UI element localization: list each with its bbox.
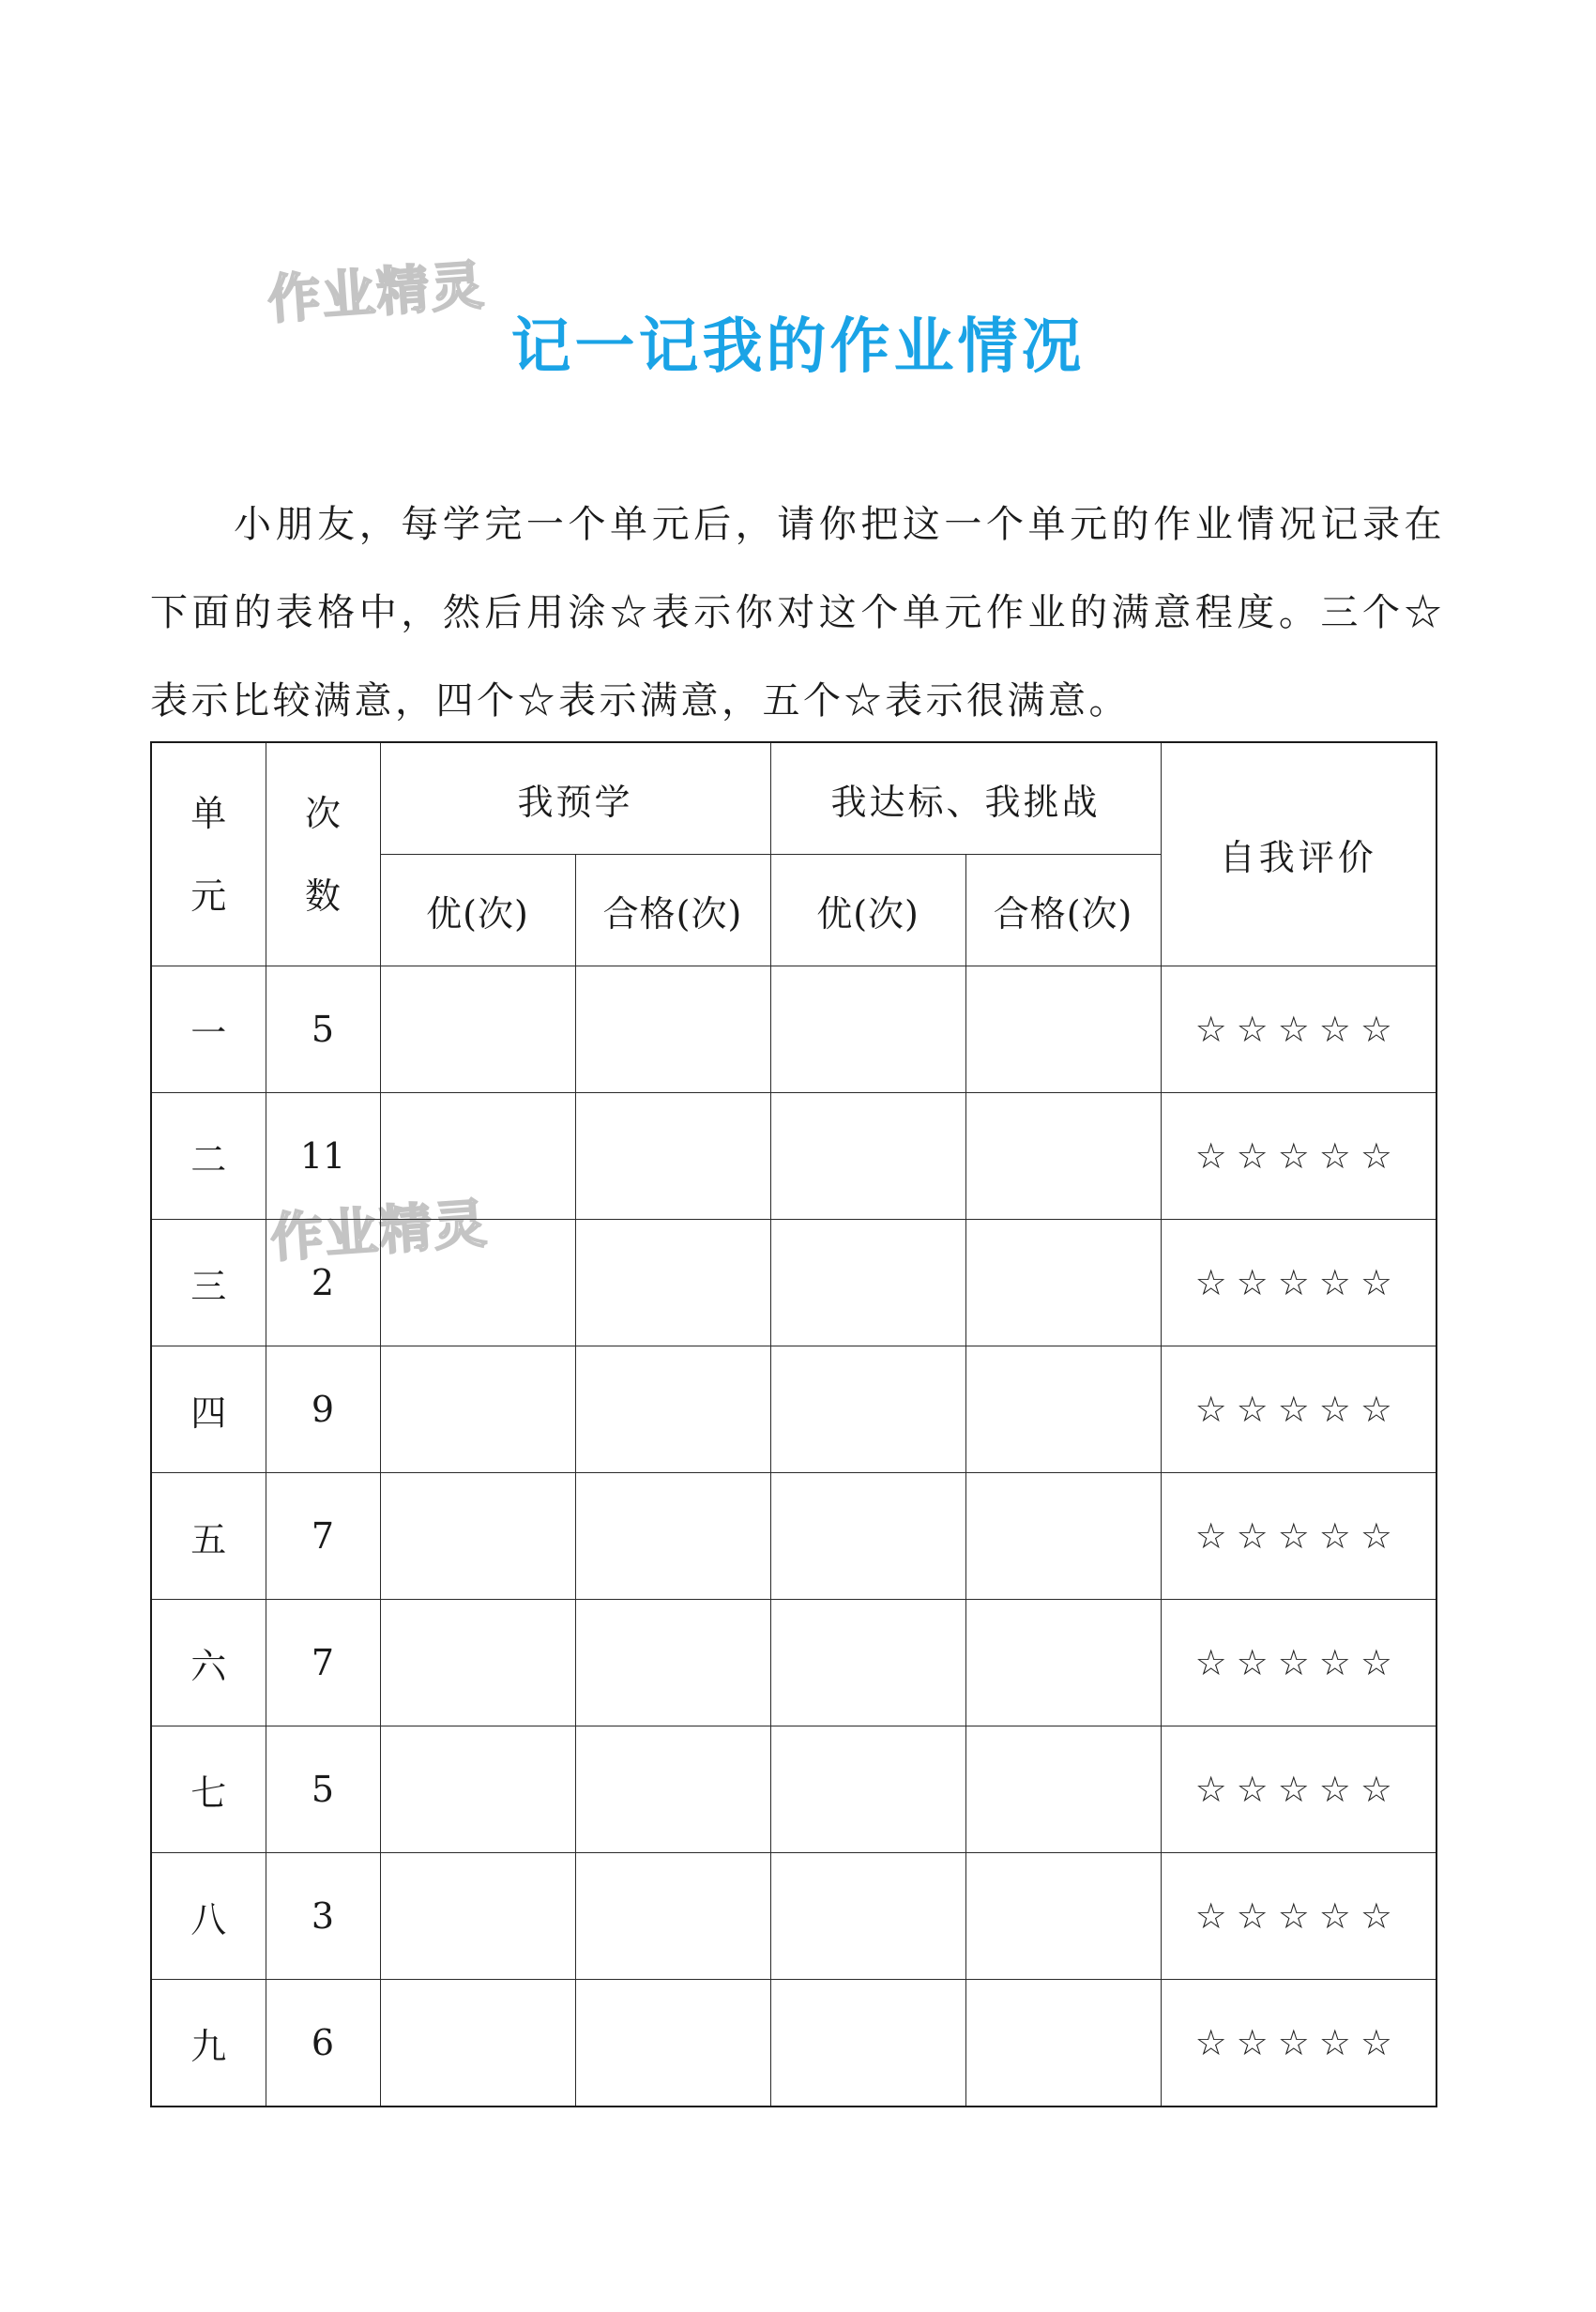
table-row [151,1220,1436,1346]
challenge-pass-cell[interactable] [965,1853,1161,1980]
header-count [266,742,380,966]
preview-excellent-cell[interactable] [380,1093,575,1220]
header-preview: 我预学 [380,742,770,855]
header-challenge-excellent: 优(次) [770,855,965,966]
challenge-excellent-cell[interactable] [770,966,965,1093]
unit-cell: 八 [151,1853,266,1980]
preview-pass-cell[interactable] [575,1346,770,1473]
count-cell: 2 [266,1220,380,1346]
star-rating[interactable]: ☆☆☆☆☆ [1161,1346,1436,1473]
watermark-middle: 作业精灵 [268,1193,491,1270]
header-preview-pass: 合格(次) [575,855,770,966]
challenge-pass-cell[interactable] [965,966,1161,1093]
challenge-excellent-cell[interactable] [770,1220,965,1346]
challenge-pass-cell[interactable] [965,1220,1161,1346]
header-challenge: 我达标、我挑战 [770,742,1161,855]
unit-cell: 六 [151,1600,266,1726]
star-rating[interactable]: ☆☆☆☆☆ [1161,966,1436,1093]
unit-cell: 一 [151,966,266,1093]
preview-pass-cell[interactable] [575,966,770,1093]
watermark-top: 作业精灵 [266,254,488,332]
table-row [151,1346,1436,1473]
preview-pass-cell[interactable] [575,1220,770,1346]
header-unit-label: 单元 [190,792,227,917]
star-rating[interactable]: ☆☆☆☆☆ [1161,1220,1436,1346]
challenge-excellent-cell[interactable] [770,1980,965,2107]
preview-pass-cell[interactable] [575,1980,770,2107]
challenge-excellent-cell[interactable] [770,1853,965,1980]
preview-pass-cell[interactable] [575,1473,770,1600]
preview-pass-cell[interactable] [575,1853,770,1980]
preview-excellent-cell[interactable] [380,966,575,1093]
count-cell: 5 [266,966,380,1093]
star-rating[interactable]: ☆☆☆☆☆ [1161,1726,1436,1853]
unit-cell: 二 [151,1093,266,1220]
challenge-pass-cell[interactable] [965,1473,1161,1600]
count-cell: 7 [266,1600,380,1726]
challenge-excellent-cell[interactable] [770,1346,965,1473]
preview-pass-cell[interactable] [575,1600,770,1726]
header-count-label: 次数 [304,792,341,917]
homework-record-table [150,741,1437,2107]
preview-excellent-cell[interactable] [380,1220,575,1346]
preview-excellent-cell[interactable] [380,1980,575,2107]
count-cell: 9 [266,1346,380,1473]
intro-paragraph [150,480,1445,745]
star-rating[interactable]: ☆☆☆☆☆ [1161,1853,1436,1980]
unit-cell: 五 [151,1473,266,1600]
table-row [151,966,1436,1093]
challenge-excellent-cell[interactable] [770,1473,965,1600]
count-cell: 5 [266,1726,380,1853]
count-cell: 3 [266,1853,380,1980]
count-cell: 11 [266,1093,380,1220]
challenge-pass-cell[interactable] [965,1980,1161,2107]
challenge-pass-cell[interactable] [965,1726,1161,1853]
star-rating[interactable]: ☆☆☆☆☆ [1161,1600,1436,1726]
table-row [151,1980,1436,2107]
challenge-pass-cell[interactable] [965,1093,1161,1220]
challenge-excellent-cell[interactable] [770,1093,965,1220]
intro-text: 小朋友，每学完一个单元后，请你把这一个单元的作业情况记录在下面的表格中，然后用涂☆表示你对这个单元作业的满意程度。三个☆表示比较满意，四个☆表示满意，五个☆表示很满意。 [150,503,1445,722]
header-challenge-pass: 合格(次) [965,855,1161,966]
unit-cell: 九 [151,1980,266,2107]
star-rating[interactable]: ☆☆☆☆☆ [1161,1980,1436,2107]
preview-excellent-cell[interactable] [380,1346,575,1473]
preview-excellent-cell[interactable] [380,1853,575,1980]
table-row [151,1600,1436,1726]
table-row [151,1473,1436,1600]
page-title: 记一记我的作业情况 [510,312,1086,382]
preview-excellent-cell[interactable] [380,1600,575,1726]
table-row [151,1853,1436,1980]
header-self-evaluation: 自我评价 [1161,742,1436,966]
unit-cell: 七 [151,1726,266,1853]
preview-excellent-cell[interactable] [380,1726,575,1853]
table-row [151,1726,1436,1853]
count-cell: 6 [266,1980,380,2107]
header-unit [151,742,266,966]
star-rating[interactable]: ☆☆☆☆☆ [1161,1093,1436,1220]
count-cell: 7 [266,1473,380,1600]
table-row [151,1093,1436,1220]
preview-pass-cell[interactable] [575,1726,770,1853]
unit-cell: 四 [151,1346,266,1473]
header-preview-excellent: 优(次) [380,855,575,966]
challenge-pass-cell[interactable] [965,1600,1161,1726]
preview-excellent-cell[interactable] [380,1473,575,1600]
preview-pass-cell[interactable] [575,1093,770,1220]
challenge-excellent-cell[interactable] [770,1726,965,1853]
challenge-pass-cell[interactable] [965,1346,1161,1473]
unit-cell: 三 [151,1220,266,1346]
star-rating[interactable]: ☆☆☆☆☆ [1161,1473,1436,1600]
challenge-excellent-cell[interactable] [770,1600,965,1726]
